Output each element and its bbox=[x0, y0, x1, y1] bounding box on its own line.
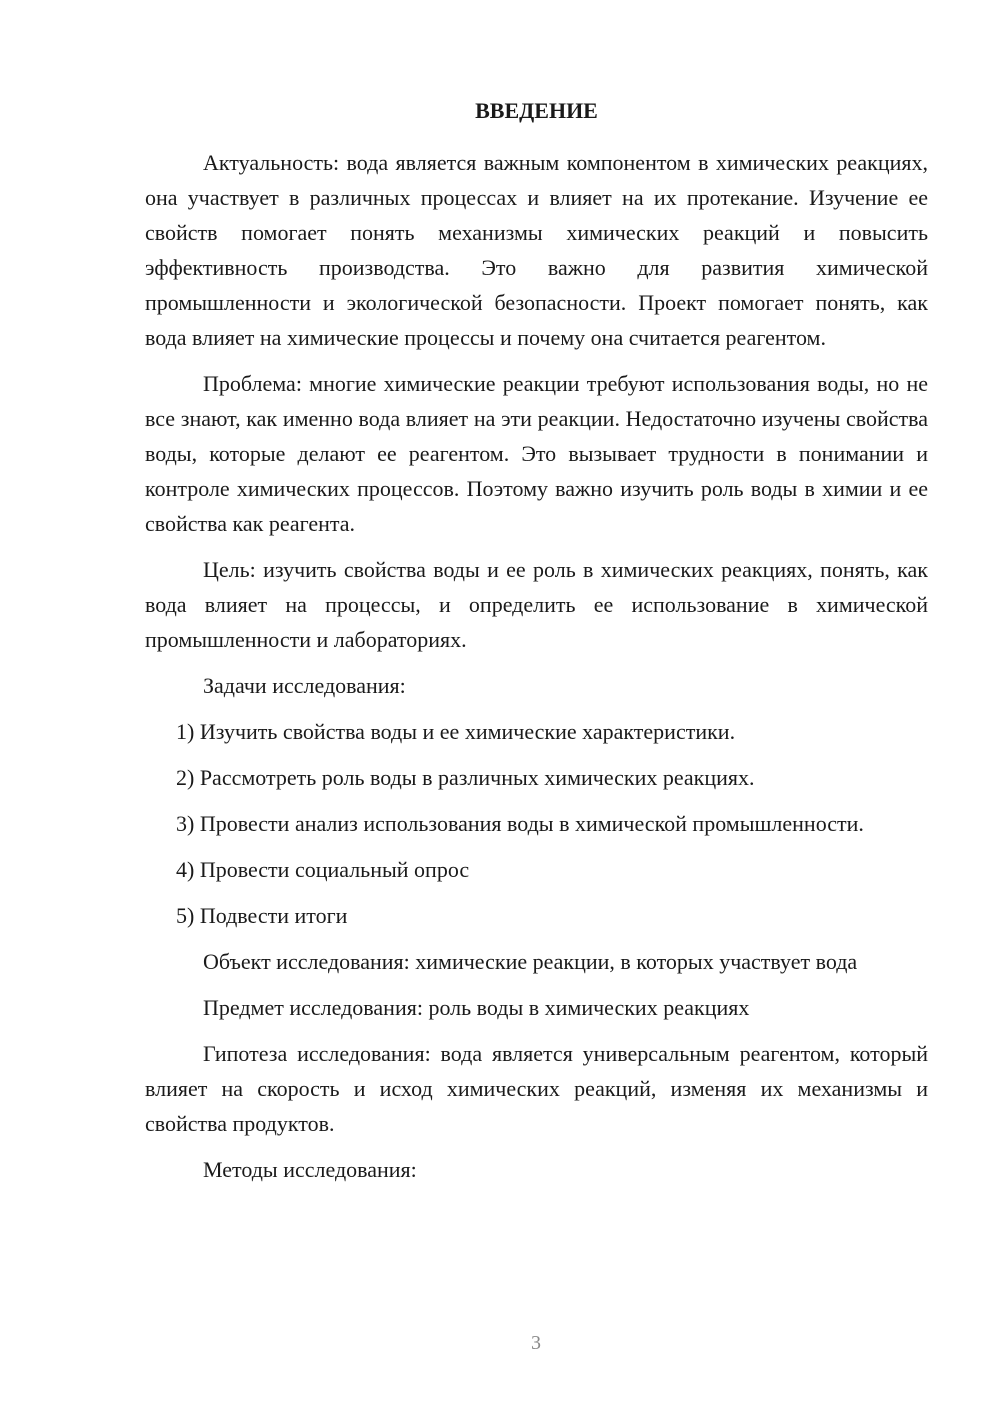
document-body bbox=[145, 92, 928, 1198]
object-paragraph: Объект исследования: химические реакции, в которых участвует вода bbox=[203, 949, 858, 974]
relevance-paragraph: Актуальность: вода является важным компонентом в химических реакциях, она участвует в различных процессах и влияет на их протекание. Изучение ее свойств помогает понять механизмы химических реакций и повысить эффективность производства. Это важно для развития химической промышленности и экологической безопасности. Проект помогает понять, как вода влияет на химические процессы и почему она считается реагентом. bbox=[145, 150, 928, 350]
goal-paragraph: Цель: изучить свойства воды и ее роль в химических реакциях, понять, как вода влияет на процессы, и определить ее использование в химической промышленности и лабораториях. bbox=[145, 557, 928, 652]
task-item-2: 2) Рассмотреть роль воды в различных химических реакциях. bbox=[176, 765, 755, 790]
task-item-4: 4) Провести социальный опрос bbox=[176, 857, 470, 882]
methods-heading: Методы исследования: bbox=[203, 1157, 417, 1182]
problem-paragraph: Проблема: многие химические реакции требуют использования воды, но не все знают, как именно вода влияет на эти реакции. Недостаточно изучены свойства воды, которые делают ее реагентом. Это вызывает трудности в понимании и контроле химических процессов. Поэтому важно изучить роль воды в химии и ее свойства как реагента. bbox=[145, 371, 928, 536]
task-item-1: 1) Изучить свойства воды и ее химические характеристики. bbox=[176, 719, 736, 744]
task-item-5: 5) Подвести итоги bbox=[176, 903, 348, 928]
subject-paragraph: Предмет исследования: роль воды в химических реакциях bbox=[203, 995, 750, 1020]
task-item-3: 3) Провести анализ использования воды в химической промышленности. bbox=[176, 811, 864, 836]
hypothesis-paragraph: Гипотеза исследования: вода является универсальным реагентом, который влияет на скорость и исход химических реакций, изменяя их механизмы и свойства продуктов. bbox=[145, 1041, 928, 1136]
page-number: 3 bbox=[531, 1332, 541, 1354]
tasks-heading: Задачи исследования: bbox=[203, 673, 406, 698]
section-heading: ВВЕДЕНИЕ bbox=[475, 98, 598, 123]
